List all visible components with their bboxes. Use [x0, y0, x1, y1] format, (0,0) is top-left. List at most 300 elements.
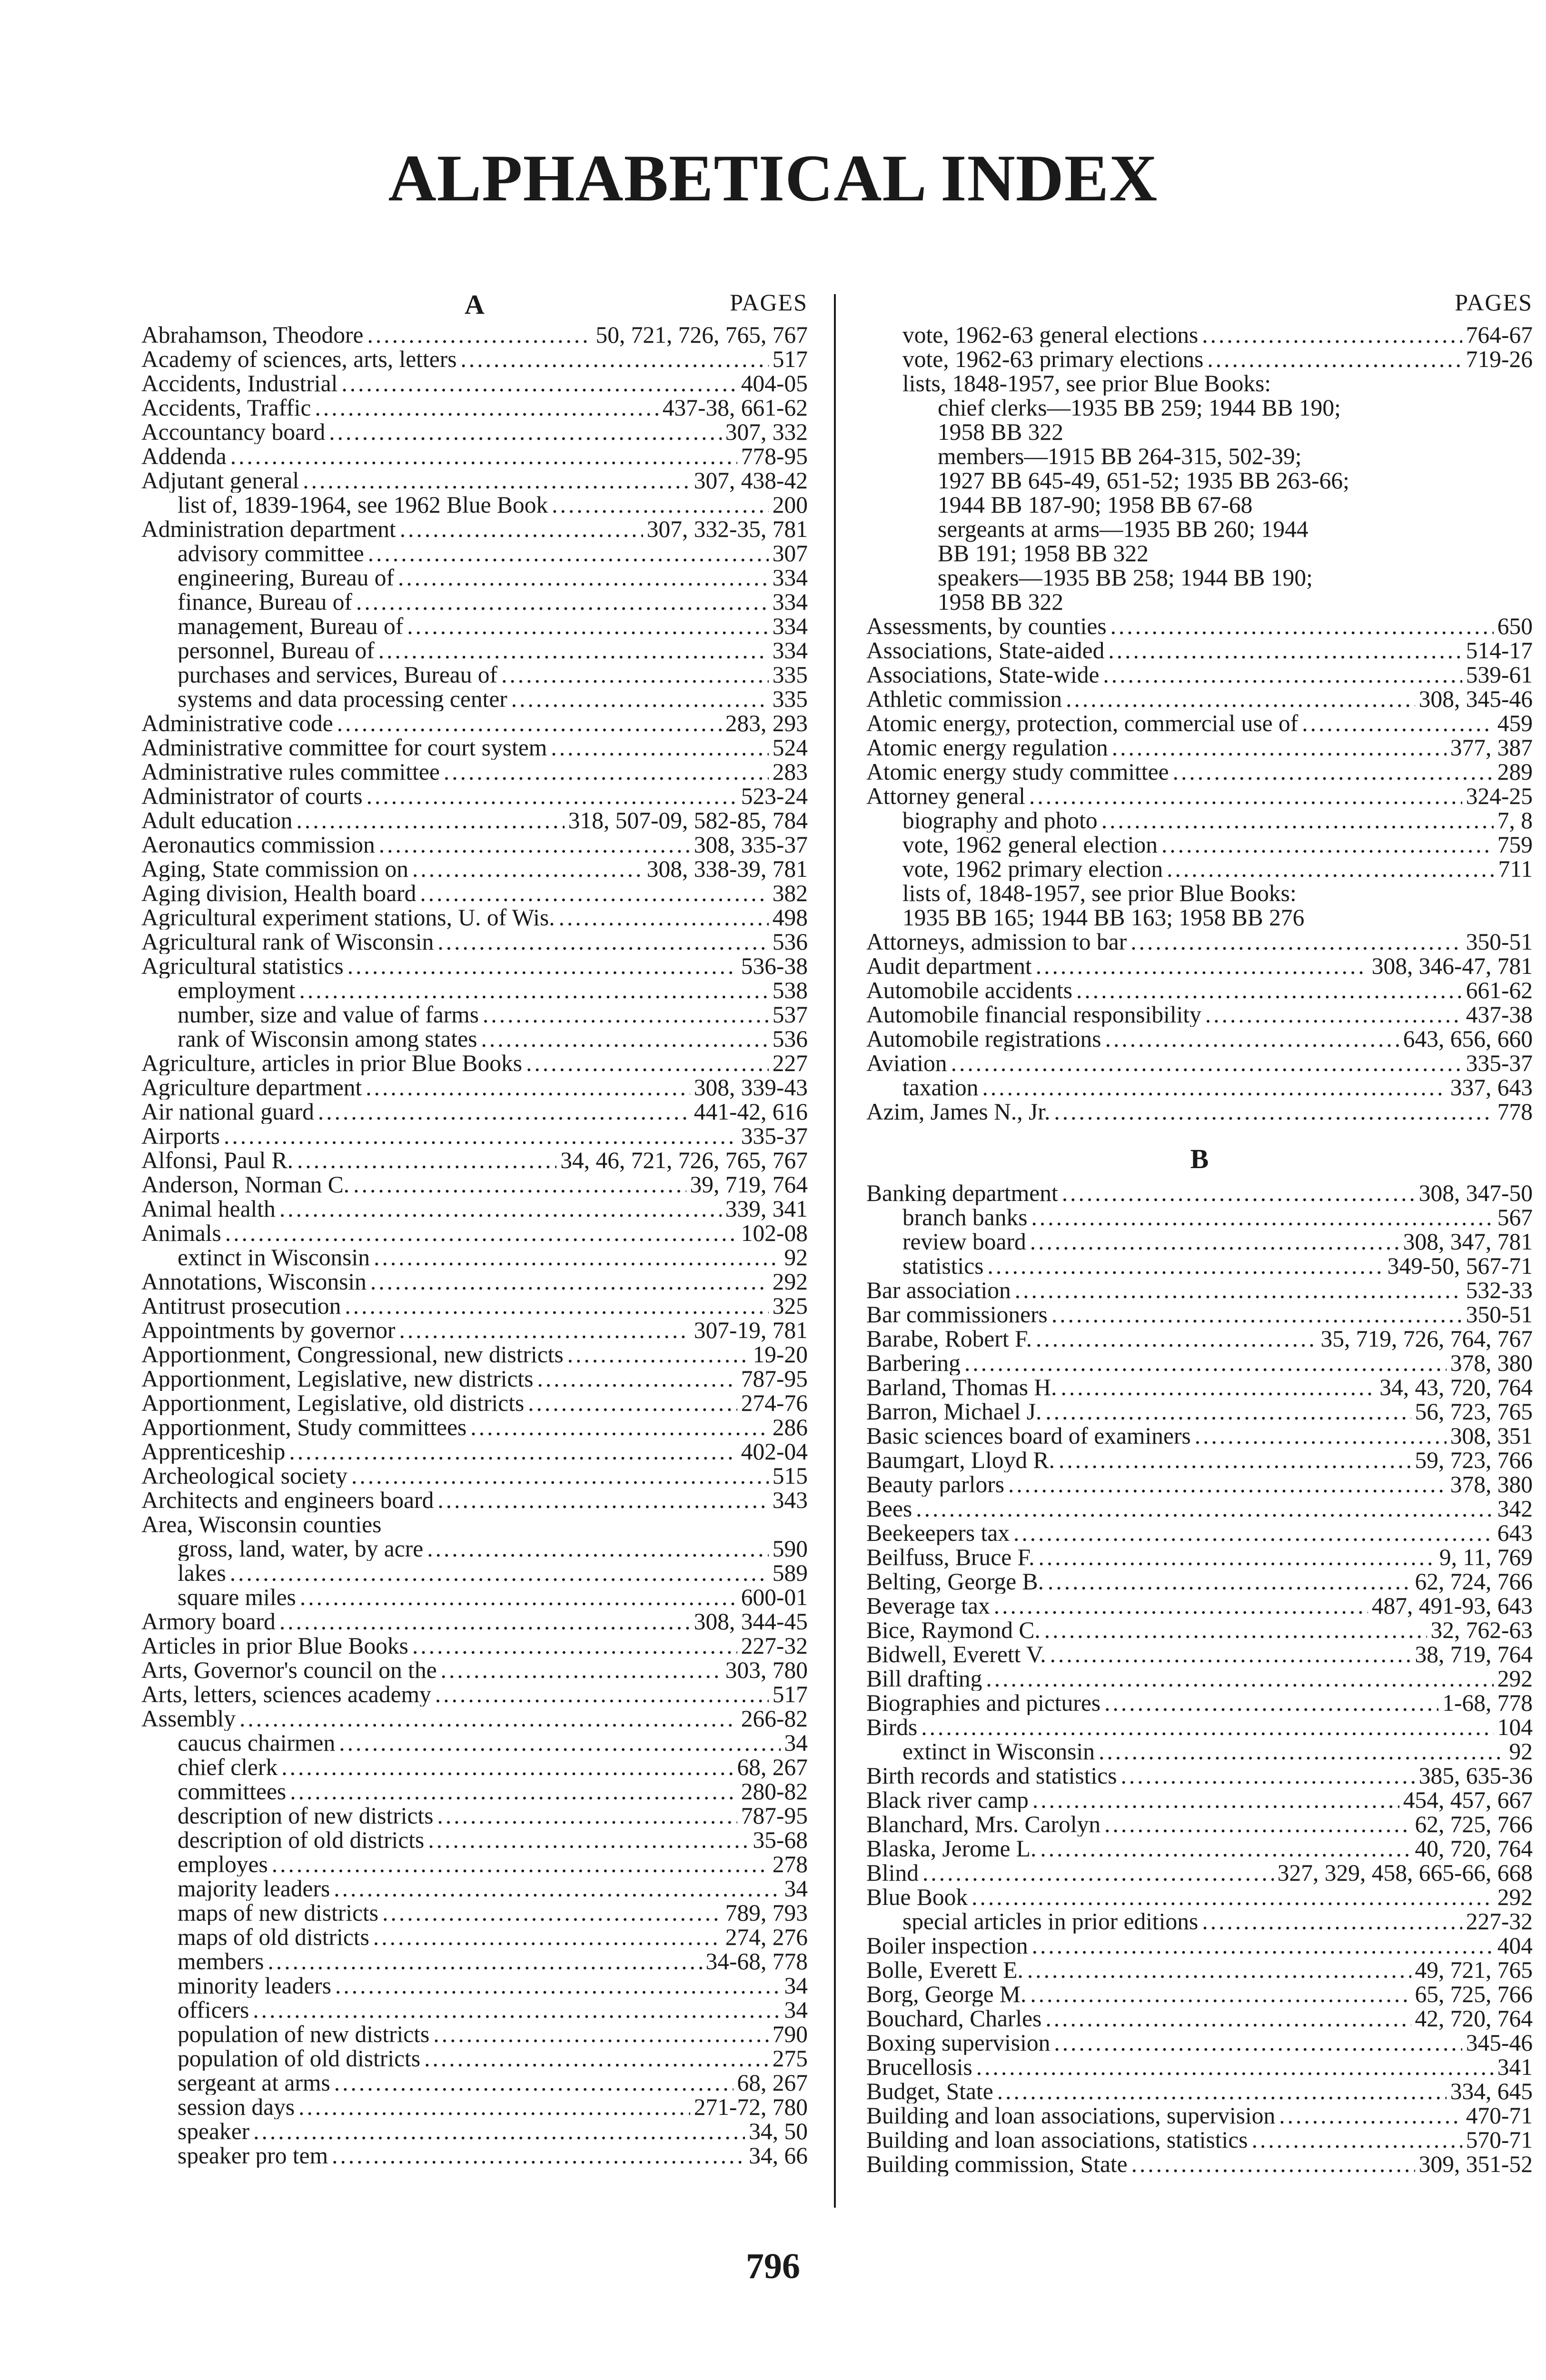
index-subentry	[866, 1739, 1533, 1764]
entry-pages: 567	[1497, 1205, 1533, 1230]
entry-term: special articles in prior editions	[902, 1909, 1199, 1934]
dot-leader	[922, 1861, 1274, 1885]
index-entry	[141, 1075, 808, 1100]
index-entry	[141, 1197, 808, 1221]
dot-leader	[997, 2079, 1447, 2103]
dot-leader	[1036, 954, 1368, 978]
index-subentry	[141, 565, 808, 590]
entry-term: engineering, Bureau of	[178, 565, 394, 590]
index-entry	[866, 1375, 1533, 1399]
entry-term: Bar association	[866, 1278, 1011, 1302]
entry-term: statistics	[902, 1254, 984, 1278]
dot-leader	[526, 1051, 769, 1075]
entry-pages: 459	[1497, 711, 1533, 735]
entry-pages: 538	[772, 978, 808, 1002]
entry-term: Blanchard, Mrs. Carolyn	[866, 1812, 1101, 1836]
entry-term: Barron, Michael J.	[866, 1399, 1042, 1424]
dot-leader	[399, 1318, 690, 1342]
entry-pages: 343	[772, 1488, 808, 1512]
entry-pages: 487, 491-93, 643	[1371, 1594, 1533, 1618]
dot-leader	[437, 1804, 737, 1828]
entry-term: Administrative code	[141, 711, 333, 735]
entry-term: Audit department	[866, 954, 1032, 978]
index-entry	[866, 1861, 1533, 1885]
dot-leader	[567, 1342, 749, 1367]
entry-pages: 349-50, 567-71	[1387, 1254, 1533, 1278]
entry-pages: 49, 721, 765	[1415, 1958, 1533, 1982]
index-entry	[866, 784, 1533, 808]
dot-leader	[435, 1682, 769, 1706]
index-entry	[866, 711, 1533, 735]
entry-pages: 34	[784, 1998, 808, 2022]
entry-term: vote, 1962 general election	[902, 833, 1158, 857]
entry-term: Assembly	[141, 1706, 236, 1731]
dot-leader	[368, 541, 769, 565]
entry-term: Accidents, Traffic	[141, 396, 311, 420]
index-subentry	[141, 1561, 808, 1585]
entry-pages: 280-82	[741, 1779, 808, 1804]
index-subentry	[141, 1925, 808, 1949]
entry-pages: 454, 457, 667	[1403, 1788, 1533, 1812]
entry-pages: 537	[772, 1002, 808, 1027]
entry-term: vote, 1962-63 primary elections	[902, 347, 1204, 371]
entry-pages: 539-61	[1466, 663, 1533, 687]
dot-leader	[511, 687, 769, 711]
dot-leader	[412, 857, 643, 881]
index-entry	[141, 735, 808, 760]
entry-pages: 335	[772, 663, 808, 687]
entry-pages: 524	[772, 735, 808, 760]
dot-leader	[1050, 1642, 1411, 1666]
dot-leader	[1110, 614, 1494, 638]
index-subentry	[141, 1852, 808, 1876]
entry-pages: 441-42, 616	[694, 1100, 808, 1124]
entry-pages: 437-38	[1466, 1002, 1533, 1027]
entry-pages: 9, 11, 769	[1439, 1545, 1533, 1569]
index-entry	[141, 1658, 808, 1682]
section-letter-b: B	[1190, 1143, 1209, 1174]
entry-pages: 590	[772, 1537, 808, 1561]
entry-term: Borg, George M.	[866, 1982, 1027, 2006]
entry-term: Adult education	[141, 808, 293, 833]
entry-term: employment	[178, 978, 296, 1002]
index-subentry	[866, 371, 1533, 396]
index-entry	[866, 1618, 1533, 1642]
dot-leader	[1008, 1472, 1447, 1497]
entry-pages: 350-51	[1466, 930, 1533, 954]
index-entry	[141, 420, 808, 444]
dot-leader	[1030, 1982, 1411, 2006]
entry-pages: 600-01	[741, 1585, 808, 1609]
entry-pages: 34, 43, 720, 764	[1379, 1375, 1533, 1399]
index-entry	[141, 954, 808, 978]
index-entry	[141, 1391, 808, 1415]
entry-pages: 341	[1497, 2055, 1533, 2079]
entry-pages: 643, 656, 660	[1403, 1027, 1533, 1051]
dot-leader	[1013, 1521, 1494, 1545]
index-entry	[141, 1051, 808, 1075]
dot-leader	[367, 323, 592, 347]
entry-term: Agricultural experiment stations, U. of Wis.	[141, 905, 555, 930]
index-entry	[866, 930, 1533, 954]
index-entry	[141, 1318, 808, 1342]
dot-leader	[298, 2095, 690, 2119]
entry-term: Automobile registrations	[866, 1027, 1101, 1051]
index-entry	[866, 1448, 1533, 1472]
dot-leader	[1045, 1399, 1411, 1424]
dot-leader	[1066, 687, 1415, 711]
index-entry	[141, 711, 808, 735]
entry-term: list of, 1839-1964, see 1962 Blue Book	[178, 493, 548, 517]
dot-leader	[1205, 1002, 1462, 1027]
entry-pages: 289	[1497, 760, 1533, 784]
index-list-left	[141, 323, 808, 2168]
entry-pages: 335-37	[1466, 1051, 1533, 1075]
entry-pages: 515	[772, 1464, 808, 1488]
index-entry	[866, 1424, 1533, 1448]
dot-leader	[1036, 1327, 1317, 1351]
entry-term: extinct in Wisconsin	[178, 1245, 370, 1269]
entry-term: Associations, State-aided	[866, 638, 1105, 663]
index-subentry	[141, 541, 808, 565]
dot-leader	[1027, 1958, 1411, 1982]
entry-term: Arts, letters, sciences academy	[141, 1682, 431, 1706]
entry-term: Bar commissioners	[866, 1302, 1048, 1327]
entry-pages: 283	[772, 760, 808, 784]
entry-term: Bolle, Everett E.	[866, 1958, 1023, 1982]
dot-leader	[318, 1100, 690, 1124]
entry-pages: 104	[1497, 1715, 1533, 1739]
entry-pages: 334	[772, 565, 808, 590]
entry-pages: 308, 335-37	[694, 833, 808, 857]
index-subentry	[866, 1230, 1533, 1254]
entry-pages: 377, 387	[1450, 735, 1533, 760]
column-divider	[834, 294, 836, 2208]
entry-term: gross, land, water, by acre	[178, 1537, 424, 1561]
index-entry	[866, 663, 1533, 687]
dot-leader	[976, 2055, 1494, 2079]
dot-leader	[1302, 711, 1494, 735]
index-entry-continuation: 1944 BB 187-90; 1958 BB 67-68	[938, 492, 1253, 518]
entry-term: employes	[178, 1852, 268, 1876]
index-entry-continuation: speakers—1935 BB 258; 1944 BB 190;	[938, 565, 1313, 591]
dot-leader	[971, 1885, 1494, 1909]
dot-leader	[1062, 1181, 1415, 1205]
index-entry	[866, 1027, 1533, 1051]
index-subentry	[866, 1254, 1533, 1278]
entry-term: Banking department	[866, 1181, 1058, 1205]
entry-pages: 335-37	[741, 1124, 808, 1148]
entry-term: branch banks	[902, 1205, 1028, 1230]
dot-leader	[1030, 1230, 1399, 1254]
dot-leader	[1103, 663, 1462, 687]
entry-term: Apportionment, Legislative, new districts	[141, 1367, 534, 1391]
index-entry	[866, 1472, 1533, 1497]
entry-pages: 92	[1509, 1739, 1533, 1764]
dot-leader	[1173, 760, 1494, 784]
index-subentry	[141, 1949, 808, 1973]
entry-term: Assessments, by counties	[866, 614, 1107, 638]
dot-leader	[1161, 833, 1494, 857]
entry-pages: 643	[1497, 1521, 1533, 1545]
entry-term: Aviation	[866, 1051, 947, 1075]
index-subentry	[141, 2022, 808, 2046]
entry-term: number, size and value of farms	[178, 1002, 479, 1027]
entry-pages: 292	[772, 1269, 808, 1294]
dot-leader	[367, 784, 737, 808]
entry-pages: 34, 66	[749, 2143, 808, 2168]
index-entry	[141, 1609, 808, 1634]
entry-pages: 532-33	[1466, 1278, 1533, 1302]
index-entry	[866, 2103, 1533, 2128]
index-entry	[866, 1958, 1533, 1982]
dot-leader	[988, 1254, 1384, 1278]
entry-term: Brucellosis	[866, 2055, 972, 2079]
section-letter-a: A	[465, 289, 485, 320]
pages-heading-right: PAGES	[1455, 289, 1533, 316]
entry-pages: 790	[772, 2022, 808, 2046]
index-entry	[141, 1512, 808, 1537]
entry-term: Architects and engineers board	[141, 1488, 434, 1512]
entry-term: Archeological society	[141, 1464, 347, 1488]
index-subentry	[866, 833, 1533, 857]
entry-pages: 378, 380	[1450, 1351, 1533, 1375]
index-list-right-b	[866, 1181, 1533, 2176]
dot-leader	[1101, 808, 1494, 833]
dot-leader	[1112, 735, 1447, 760]
entry-term: description of old districts	[178, 1828, 425, 1852]
dot-leader	[225, 1221, 737, 1245]
dot-leader	[982, 1075, 1446, 1100]
column-header-right	[866, 286, 1533, 320]
entry-term: Airports	[141, 1124, 220, 1148]
dot-leader	[297, 808, 565, 833]
index-entry	[141, 468, 808, 493]
entry-term: Blue Book	[866, 1885, 968, 1909]
entry-pages: 92	[784, 1245, 808, 1269]
index-subentry	[141, 1245, 808, 1269]
dot-leader	[1104, 1691, 1438, 1715]
entry-term: Boxing supervision	[866, 2031, 1050, 2055]
dot-leader	[224, 1124, 737, 1148]
index-entry	[866, 1812, 1533, 1836]
index-subentry	[141, 687, 808, 711]
index-entry	[141, 1172, 808, 1197]
index-entry	[141, 396, 808, 420]
entry-term: Antitrust prosecution	[141, 1294, 341, 1318]
dot-leader	[994, 1594, 1368, 1618]
index-entry	[141, 1367, 808, 1391]
index-entry	[866, 1691, 1533, 1715]
entry-pages: 404-05	[741, 371, 808, 396]
dot-leader	[424, 2046, 769, 2071]
entry-term: Associations, State-wide	[866, 663, 1100, 687]
entry-term: Birds	[866, 1715, 918, 1739]
dot-leader	[345, 1294, 768, 1318]
entry-term: Atomic energy study committee	[866, 760, 1169, 784]
entry-pages: 271-72, 780	[694, 2095, 808, 2119]
dot-leader	[1059, 1448, 1411, 1472]
entry-pages: 307, 332-35, 781	[646, 517, 808, 541]
dot-leader	[1044, 1618, 1427, 1642]
index-entry	[866, 1788, 1533, 1812]
entry-term: minority leaders	[178, 1973, 332, 1998]
entry-pages: 40, 720, 764	[1415, 1836, 1533, 1861]
entry-term: review board	[902, 1230, 1026, 1254]
dot-leader	[351, 1464, 769, 1488]
entry-term: Accountancy board	[141, 420, 326, 444]
section-header-b	[866, 1124, 1533, 1181]
entry-term: systems and data processing center	[178, 687, 507, 711]
dot-leader	[1061, 1375, 1376, 1399]
entry-pages: 200	[772, 493, 808, 517]
dot-leader	[279, 1197, 722, 1221]
index-entry	[141, 833, 808, 857]
entry-pages: 274, 276	[725, 1925, 808, 1949]
entry-term: taxation	[902, 1075, 979, 1100]
entry-pages: 1-68, 778	[1442, 1691, 1533, 1715]
entry-pages: 308, 346-47, 781	[1371, 954, 1533, 978]
entry-pages: 266-82	[741, 1706, 808, 1731]
entry-term: Arts, Governor's council on the	[141, 1658, 437, 1682]
index-entry	[141, 1706, 808, 1731]
index-entry	[141, 347, 808, 371]
entry-term: Apportionment, Legislative, old districts	[141, 1391, 525, 1415]
entry-term: Anderson, Norman C.	[141, 1172, 350, 1197]
index-subentry	[141, 1876, 808, 1901]
index-subentry	[141, 1585, 808, 1609]
dot-leader	[1202, 1909, 1462, 1934]
dot-leader	[337, 711, 722, 735]
entry-term: Animal health	[141, 1197, 276, 1221]
index-subentry	[141, 1973, 808, 1998]
entry-pages: 292	[1497, 1666, 1533, 1691]
dot-leader	[559, 905, 769, 930]
entry-pages: 523-24	[741, 784, 808, 808]
entry-pages: 308, 347-50	[1418, 1181, 1533, 1205]
index-entry-continuation: 1927 BB 645-49, 651-52; 1935 BB 263-66;	[938, 467, 1349, 494]
index-entry-continuation: members—1915 BB 264-315, 502-39;	[938, 443, 1302, 469]
dot-leader	[1032, 1788, 1399, 1812]
dot-leader	[1121, 1764, 1415, 1788]
entry-pages: 35-68	[753, 1828, 808, 1852]
index-entry	[866, 1594, 1533, 1618]
entry-term: Administrative rules committee	[141, 760, 440, 784]
entry-pages: 650	[1497, 614, 1533, 638]
index-entry-continuation: sergeants at arms—1935 BB 260; 1944	[938, 516, 1308, 542]
index-entry-continuation: BB 191; 1958 BB 322	[938, 540, 1149, 566]
dot-leader	[444, 760, 769, 784]
entry-pages: 437-38, 661-62	[662, 396, 808, 420]
dot-leader	[1054, 2031, 1462, 2055]
entry-term: square miles	[178, 1585, 296, 1609]
index-entry	[866, 1327, 1533, 1351]
dot-leader	[481, 1027, 768, 1051]
index-entry	[141, 930, 808, 954]
dot-leader	[1039, 1545, 1436, 1569]
entry-term: vote, 1962 primary election	[902, 857, 1163, 881]
entry-term: Apprenticeship	[141, 1439, 286, 1464]
entry-term: Beverage tax	[866, 1594, 990, 1618]
entry-term: population of old districts	[178, 2046, 421, 2071]
entry-term: sergeant at arms	[178, 2071, 330, 2095]
dot-leader	[1048, 1569, 1411, 1594]
entry-pages: 307	[772, 541, 808, 565]
entry-pages: 283, 293	[725, 711, 808, 735]
dot-leader	[334, 2071, 733, 2095]
entry-term: Building commission, State	[866, 2152, 1128, 2176]
index-entry	[866, 614, 1533, 638]
entry-term: Abrahamson, Theodore	[141, 323, 364, 347]
entry-pages: 42, 720, 764	[1415, 2006, 1533, 2031]
entry-term: Blind	[866, 1861, 919, 1885]
entry-pages: 382	[772, 881, 808, 905]
dot-leader	[1105, 1027, 1399, 1051]
entry-pages: 308, 345-46	[1418, 687, 1533, 711]
entry-term: Armory board	[141, 1609, 276, 1634]
entry-pages: 307, 332	[725, 420, 808, 444]
index-subentry	[141, 2071, 808, 2095]
right-column	[866, 286, 1533, 2176]
dot-leader	[1099, 1739, 1505, 1764]
index-entry	[866, 1934, 1533, 1958]
entry-pages: 536	[772, 930, 808, 954]
index-subentry	[866, 881, 1533, 905]
dot-leader	[356, 590, 769, 614]
entry-term: Beekeepers tax	[866, 1521, 1010, 1545]
dot-leader	[407, 614, 769, 638]
index-entry	[866, 2031, 1533, 2055]
entry-pages: 38, 719, 764	[1415, 1642, 1533, 1666]
entry-pages: 308, 339-43	[694, 1075, 808, 1100]
entry-term: Addenda	[141, 444, 227, 468]
entry-term: maps of new districts	[178, 1901, 379, 1925]
entry-term: Agricultural rank of Wisconsin	[141, 930, 434, 954]
entry-pages: 719-26	[1466, 347, 1533, 371]
entry-pages: 661-62	[1466, 978, 1533, 1002]
entry-term: caucus chairmen	[178, 1731, 336, 1755]
entry-pages: 334	[772, 590, 808, 614]
entry-pages: 589	[772, 1561, 808, 1585]
dot-leader	[353, 1172, 686, 1197]
entry-term: majority leaders	[178, 1876, 330, 1901]
index-entry	[866, 2055, 1533, 2079]
index-subentry	[141, 493, 808, 517]
dot-leader	[437, 930, 768, 954]
index-subentry	[141, 1998, 808, 2022]
entry-pages: 536	[772, 1027, 808, 1051]
entry-term: session days	[178, 2095, 295, 2119]
entry-pages: 274-76	[741, 1391, 808, 1415]
index-entry	[866, 2079, 1533, 2103]
entry-term: Academy of sciences, arts, letters	[141, 347, 457, 371]
index-subentry	[866, 1909, 1533, 1934]
entry-term: Apportionment, Study committees	[141, 1415, 467, 1439]
entry-pages: 335	[772, 687, 808, 711]
entry-pages: 308, 344-45	[694, 1609, 808, 1634]
dot-leader	[347, 954, 737, 978]
dot-leader	[1040, 1836, 1411, 1861]
index-subentry	[141, 2119, 808, 2143]
entry-term: Appointments by governor	[141, 1318, 396, 1342]
entry-pages: 308, 347, 781	[1403, 1230, 1533, 1254]
index-subentry	[141, 1027, 808, 1051]
entry-term: Beauty parlors	[866, 1472, 1005, 1497]
entry-pages: 34-68, 778	[705, 1949, 808, 1973]
entry-pages: 56, 723, 765	[1415, 1399, 1533, 1424]
index-entry	[141, 1634, 808, 1658]
entry-pages: 711	[1498, 857, 1533, 881]
